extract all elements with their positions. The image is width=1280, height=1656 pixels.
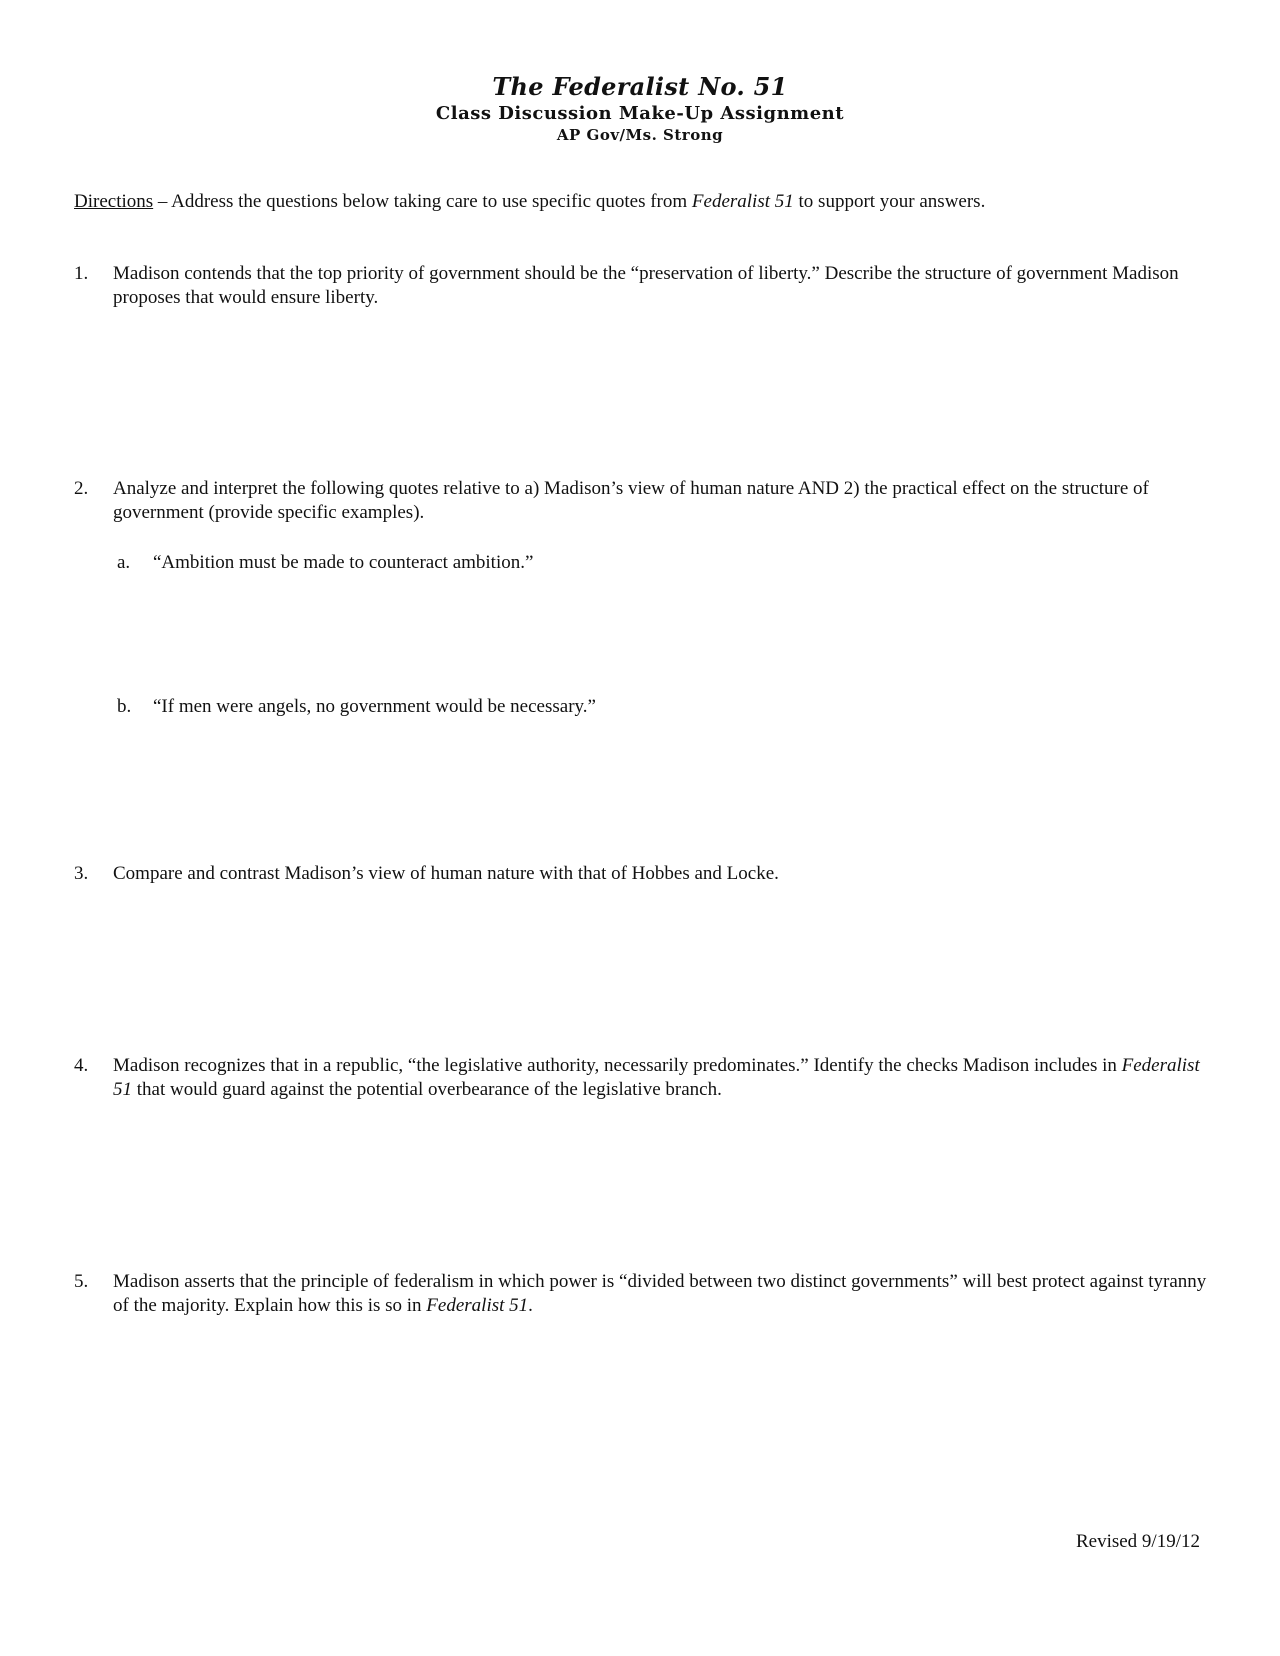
question-2-number: 2.: [74, 478, 89, 499]
question-2a-text: “Ambition must be made to counteract ambition.”: [153, 552, 534, 573]
question-4-text-after: that would guard against the potential overbearance of the legislative branch.: [132, 1079, 722, 1100]
document-title: The Federalist No. 51: [492, 72, 788, 101]
title-block: [0, 72, 1280, 144]
question-1-text: Madison contends that the top priority of government should be the “preservation of liberty.” Describe the structure of government Madison proposes that would ensure liberty.: [113, 263, 1179, 308]
directions-work-title: Federalist 51: [691, 191, 794, 212]
question-4-text-before: Madison recognizes that in a republic, “the legislative authority, necessarily predominates.” Identify the checks Madison includes in: [113, 1055, 1122, 1076]
directions-paragraph: [74, 190, 1214, 214]
question-2a-letter: a.: [117, 552, 131, 573]
directions-text-after: to support your answers.: [793, 191, 986, 212]
question-2b-text: “If men were angels, no government would be necessary.”: [153, 696, 596, 717]
course-line: AP Gov/Ms. Strong: [556, 126, 724, 144]
document-subtitle: Class Discussion Make-Up Assignment: [435, 103, 845, 124]
question-5-text-before: Madison asserts that the principle of federalism in which power is “divided between two distinct governments” will best protect against tyranny of the majority. Explain how this is so in: [113, 1271, 1207, 1316]
question-5-text: [113, 1270, 1208, 1318]
question-3-number: 3.: [74, 863, 89, 884]
revised-date: Revised 9/19/12: [1075, 1531, 1200, 1552]
question-1-number: 1.: [74, 263, 89, 284]
question-2-text: Analyze and interpret the following quotes relative to a) Madison’s view of human nature AND 2) the practical effect on the structure of government (provide specific examples).: [113, 478, 1149, 523]
directions-text-before: – Address the questions below taking care to use specific quotes from: [153, 191, 692, 212]
question-2b-letter: b.: [117, 696, 132, 717]
question-4-work-title: Federalist 51: [113, 1055, 1200, 1100]
question-5-text-after: .: [528, 1295, 533, 1316]
directions-label: Directions: [74, 191, 154, 212]
question-3-text: Compare and contrast Madison’s view of human nature with that of Hobbes and Locke.: [113, 863, 779, 884]
question-4-number: 4.: [74, 1055, 89, 1076]
question-5-number: 5.: [74, 1271, 89, 1292]
question-5-work-title: Federalist 51: [426, 1295, 529, 1316]
question-4-text: [113, 1054, 1208, 1102]
